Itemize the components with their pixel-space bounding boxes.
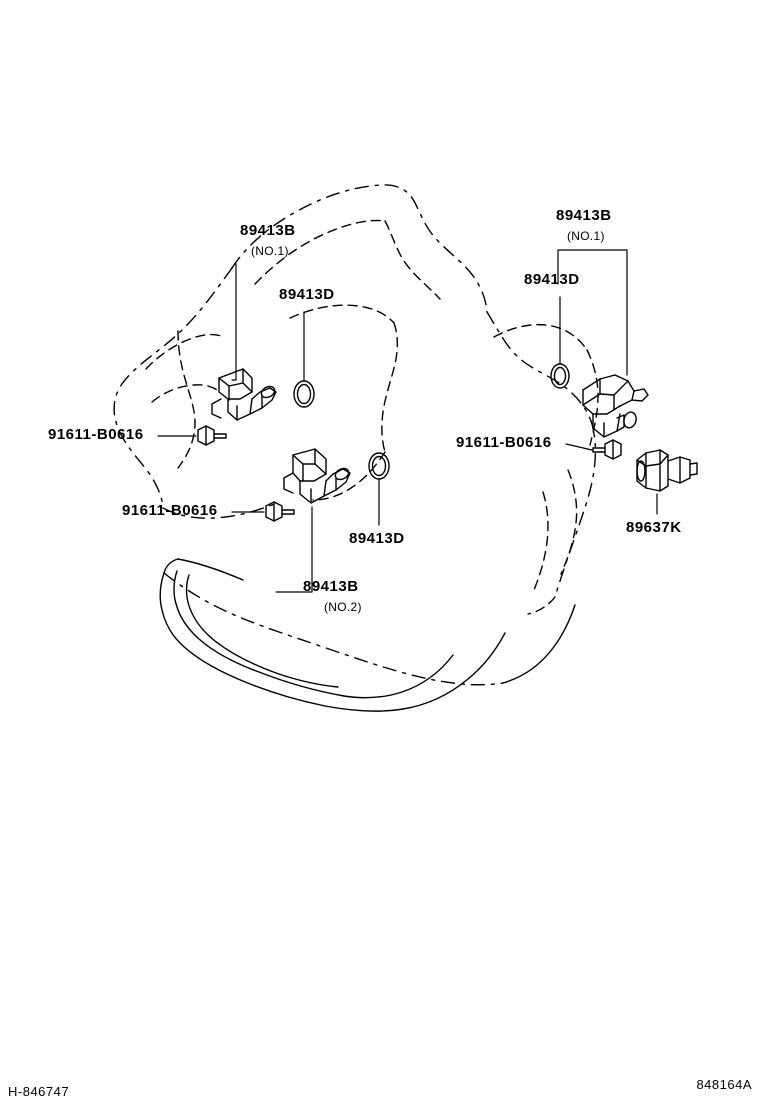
callout-89413b-no1-right-sub: (NO.1) <box>567 229 605 243</box>
callout-91611-b0616-left-upper: 91611-B0616 <box>48 426 144 443</box>
callout-91611-b0616-left-lower: 91611-B0616 <box>122 502 218 519</box>
callout-89637k: 89637K <box>626 519 682 536</box>
footer-left-code: H-846747 <box>8 1084 70 1099</box>
footer-right-code: 848164A <box>696 1077 752 1092</box>
callout-89413b-no1-left: 89413B <box>240 222 296 239</box>
callout-89413b-no2: 89413B <box>303 578 359 595</box>
callout-89413b-no2-sub: (NO.2) <box>324 600 362 614</box>
callout-89413b-no1-left-sub: (NO.1) <box>251 244 289 258</box>
callout-89413d-upper-left: 89413D <box>279 286 335 303</box>
callout-89413d-lower: 89413D <box>349 530 405 547</box>
callout-91611-b0616-right: 91611-B0616 <box>456 434 552 451</box>
callout-89413d-upper-right: 89413D <box>524 271 580 288</box>
callout-89413b-no1-right: 89413B <box>556 207 612 224</box>
